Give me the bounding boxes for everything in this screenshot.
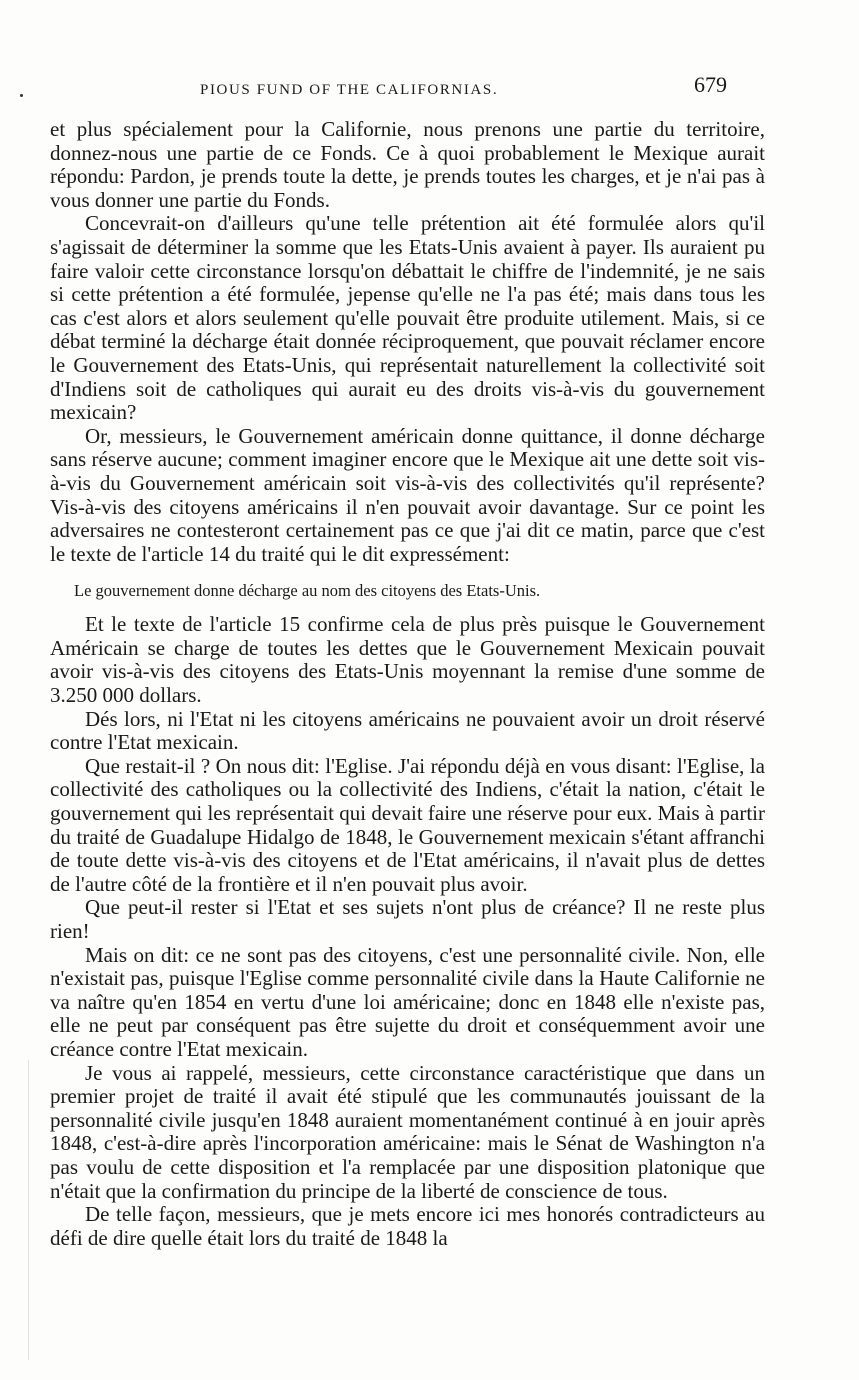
paragraph: De telle façon, messieurs, que je mets encore ici mes honorés contradicteurs au défi de dire quelle était lors du traité de 1848 la <box>50 1202 765 1250</box>
quoted-article-text: Le gouvernement donne décharge au nom des citoyens des Etats-Unis. <box>74 581 541 601</box>
paragraph: Que peut-il rester si l'Etat et ses sujets n'ont plus de créance? Il ne reste plus rien! <box>50 895 765 943</box>
margin-speck <box>20 94 23 97</box>
paragraph: Mais on dit: ce ne sont pas des citoyens, c'est une personnalité civile. Non, elle n'existait pas, puisque l'Eglise comme personnalité civile dans la Haute Californie ne va naître qu'en 1854 en vertu d'une loi américaine; donc en 1848 elle n'existe pas, elle ne peut par conséquent pas être sujette du droit et conséquemment avoir une créance contre l'Etat mexicain. <box>50 942 765 1061</box>
paragraph: Dés lors, ni l'Etat ni les citoyens américains ne pouvaient avoir un droit réservé contre l'Etat mexicain. <box>50 706 765 755</box>
paragraph: Et le texte de l'article 15 confirme cela de plus près puisque le Gouvernement Américain se charge de toutes les dettes que le Gouvernement Mexicain pouvait avoir vis-à-vis des citoyens des Etats-Unis moyennant la remise d'une somme de 3.250 000 dollars. <box>50 612 765 708</box>
page-number: 679 <box>694 72 727 97</box>
paragraph-continuation: et plus spécialement pour la Californie, nous prenons une partie du territoire, donnez-nous une partie de ce Fonds. Ce à quoi probablement le Mexique aurait répondu: Pardon, je prends toute la dette, je prends toutes les charges, et je n'ai pas à vous donner une partie du Fonds. <box>50 117 765 212</box>
paragraph: Que restait-il ? On nous dit: l'Eglise. J'ai répondu déjà en vous disant: l'Eglise, la collectivité des catholiques ou la collectivité des Indiens, c'était la nation, c'était le gouvernement qui les représentait qui devait faire une réserve pour eux. Mais à partir du traité de Guadalupe Hidalgo de 1848, le Gouvernement mexicain s'étant affranchi de toute dette vis-à-vis des citoyens et de l'Etat américains, il n'avait plus de dettes de l'autre côté de la frontière et il n'en pouvait plus avoir. <box>50 753 765 896</box>
running-head-title: PIOUS FUND OF THE CALIFORNIAS. <box>200 82 499 98</box>
body-text <box>50 118 765 1250</box>
gutter-shadow <box>28 1060 29 1360</box>
paragraph: Je vous ai rappelé, messieurs, cette circonstance caractéristique que dans un premier projet de traité il avait été stipulé que les communautés jouissant de la personnalité civile jusqu'en 1848 auraient momentanément continué à en jouir après 1848, c'est-à-dire après l'incorporation américaine: mais le Sénat de Washington n'a pas voulu de cette disposition et l'a remplacée par une disposition platonique que n'était que la confirmation du principe de la liberté de conscience de tous. <box>50 1060 765 1203</box>
paragraph: Or, messieurs, le Gouvernement américain donne quittance, il donne décharge sans réserve aucune; comment imaginer encore que le Mexique ait une dette soit vis-à-vis du Gouvernement américain soit vis-à-vis des collectivités qu'il représente? Vis-à-vis des citoyens américains il n'en pouvait avoir davantage. Sur ce point les adversaires ne contesteront certainement pas ce que j'ai dit ce matin, parce que c'est le texte de l'article 14 du traité qui le dit expressément: <box>50 423 765 566</box>
paragraph: Concevrait-on d'ailleurs qu'une telle prétention ait été formulée alors qu'il s'agissait de déterminer la somme que les Etats-Unis avaient à payer. Ils auraient pu faire valoir cette circonstance lorsqu'on débattait le chiffre de l'indemnité, je ne sais si cette prétention a été formulée, jepense qu'elle ne l'a pas été; mais dans tous les cas c'est alors et alors seulement qu'elle pouvait être produite utilement. Mais, si ce débat terminé la décharge était donnée réciproquement, que pouvait réclamer encore le Gouvernement des Etats-Unis, qui représentait naturellement la collectivité soit d'Indiens soit de catholiques qui aurait eu des droits vis-à-vis du gouvernement mexicain? <box>50 211 765 425</box>
